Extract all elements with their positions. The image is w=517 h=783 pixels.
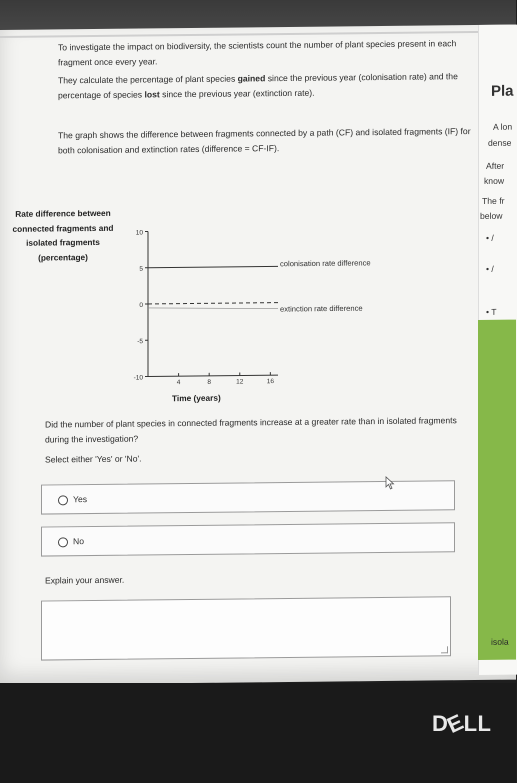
series-line-1 bbox=[148, 303, 278, 304]
calc-text-2: since the previous year (colonisation rate) and the percentage of species bbox=[58, 71, 458, 101]
side-bottom-text: isola bbox=[491, 636, 509, 647]
side-bullet-1: • / bbox=[486, 232, 494, 243]
lost-emphasis: lost bbox=[144, 89, 160, 100]
series-label-0: colonisation rate difference bbox=[280, 258, 371, 269]
series-line-0 bbox=[148, 266, 278, 267]
calc-text-3: since the previous year (extinction rate). bbox=[159, 87, 315, 100]
x-tick-label: 16 bbox=[266, 378, 274, 386]
y-tick-label: -5 bbox=[137, 338, 143, 346]
side-line-5: The fr bbox=[482, 195, 505, 206]
side-heading: Pla bbox=[491, 82, 514, 100]
x-tick-label: 8 bbox=[207, 378, 211, 386]
dell-logo: DELL bbox=[432, 709, 492, 739]
side-bullet-2: • / bbox=[486, 263, 494, 274]
side-bullet-2-text: / bbox=[491, 263, 494, 274]
green-highlight-block bbox=[478, 320, 516, 660]
extinction-underline bbox=[148, 307, 278, 310]
explanation-textarea[interactable] bbox=[41, 596, 451, 660]
x-axis-line bbox=[148, 375, 278, 376]
side-bullet-1-text: / bbox=[491, 232, 494, 243]
option-yes-label: Yes bbox=[73, 494, 88, 505]
mouse-cursor-icon bbox=[385, 476, 395, 490]
calc-text-1: They calculate the percentage of plant species bbox=[58, 73, 238, 86]
x-tick-label: 4 bbox=[176, 379, 181, 387]
explain-label: Explain your answer. bbox=[45, 574, 125, 586]
x-tick-label: 12 bbox=[236, 378, 244, 386]
question-panel bbox=[0, 25, 478, 680]
side-line-4: know bbox=[484, 175, 505, 186]
y-tick-label: 0 bbox=[139, 302, 143, 310]
graph-description: The graph shows the difference between fragments connected by a path (CF) and isolated fragments (IF) for both colonisation and extinction rates (difference = CF-IF). bbox=[58, 126, 471, 156]
y-tick-label: -10 bbox=[133, 374, 143, 382]
side-bullet-3-text: T bbox=[491, 306, 497, 317]
side-bullet-3: • T bbox=[486, 306, 497, 317]
y-axis-title: Rate difference between connected fragments and isolated fragments (percentage) bbox=[12, 207, 114, 263]
resize-handle-icon[interactable] bbox=[441, 646, 448, 653]
question-prompt: Did the number of plant species in connected fragments increase at a greater rate than in isolated fragments during the investigation? bbox=[45, 415, 457, 445]
rate-difference-chart bbox=[38, 189, 371, 387]
series-label-1: extinction rate difference bbox=[280, 303, 363, 314]
select-instruction: Select either 'Yes' or 'No'. bbox=[45, 453, 142, 465]
screen bbox=[0, 25, 516, 685]
option-no[interactable] bbox=[41, 522, 455, 556]
side-line-3: After bbox=[486, 160, 505, 171]
radio-yes[interactable] bbox=[58, 495, 68, 505]
side-line-6: below bbox=[480, 210, 503, 221]
radio-no[interactable] bbox=[58, 537, 68, 547]
gained-emphasis: gained bbox=[237, 73, 266, 84]
calculation-paragraph bbox=[58, 69, 478, 103]
x-axis-title: Time (years) bbox=[172, 392, 221, 404]
option-no-label: No bbox=[73, 536, 84, 547]
intro-paragraph: To investigate the impact on biodiversity, the scientists count the number of plant species present in each fragment once every year. bbox=[58, 38, 457, 68]
y-tick-label: 5 bbox=[139, 265, 143, 273]
y-tick-label: 10 bbox=[135, 229, 143, 237]
side-line-1: A lon bbox=[493, 121, 513, 132]
side-line-2: dense bbox=[488, 137, 512, 148]
